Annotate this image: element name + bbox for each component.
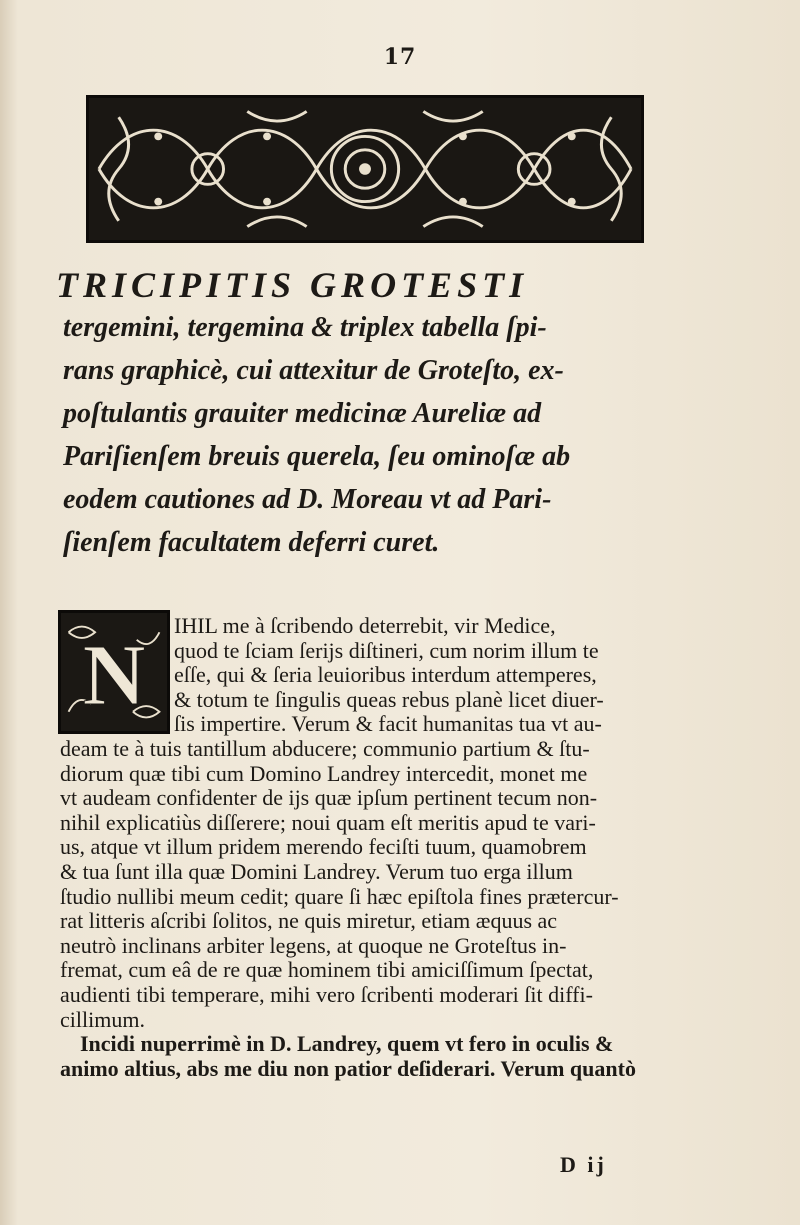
subtitle-line: poſtulantis grauiter medicinæ Aureliæ ad: [63, 398, 542, 429]
body-line: neutrò inclinans arbiter legens, at quoque ne Groteſtus in-: [60, 932, 567, 958]
body-line: nihil explicatiùs diſſerere; noui quam eſt meritis apud te vari-: [60, 809, 596, 835]
initial-letter: N: [82, 626, 146, 724]
body-line: fremat, cum eâ de re quæ hominem tibi amiciſſimum ſpectat,: [60, 957, 594, 983]
catchword-signature: D ij: [560, 1152, 607, 1177]
body-line: Incidi nuperrimè in D. Landrey, quem vt fero in oculis &: [80, 1031, 614, 1057]
body-line: us, atque vt illum pridem merendo feciſti tuum, quamobrem: [60, 834, 587, 860]
body-line: & totum te ſingulis queas rebus planè licet diuer-: [174, 686, 604, 712]
body-line: ſtudio nullibi meum cedit; quare ſi hæc epiſtola fines prætercur-: [60, 883, 619, 909]
body-line: diorum quæ tibi cum Domino Landrey intercedit, monet me: [60, 760, 588, 786]
body-line: animo altius, abs me diu non patior deſiderari. Verum quantò: [60, 1055, 636, 1081]
body-line: rat litteris aſcribi ſolitos, ne quis miretur, etiam æquus ac: [60, 908, 558, 934]
headpiece-ornament-icon: [89, 98, 641, 240]
subtitle-line: rans graphicè, cui attexitur de Groteſto, ex-: [63, 355, 564, 386]
subtitle-line: eodem cautiones ad D. Moreau vt ad Pari-: [63, 484, 552, 515]
subtitle-line: tergemini, tergemina & triplex tabella ſpi-: [63, 312, 547, 343]
ornamental-headpiece: [86, 95, 644, 243]
body-text: [60, 614, 750, 1081]
subtitle: [63, 306, 753, 564]
body-line: cillimum.: [60, 1006, 145, 1032]
body-line: deam te à tuis tantillum abducere; communio partium & ſtu-: [60, 735, 590, 761]
subtitle-line: Pariſienſem breuis querela, ſeu ominoſæ ab: [63, 441, 571, 472]
body-line: quod te ſciam ſerijs diſtineri, cum norim illum te: [174, 637, 599, 663]
body-line: eſſe, qui & ſeria leuioribus interdum attemperes,: [174, 662, 597, 688]
body-line: & tua ſunt illa quæ Domini Landrey. Verum tuo erga illum: [60, 858, 573, 884]
body-line: ſis impertire. Verum & facit humanitas tua vt au-: [174, 711, 602, 737]
body-line: audienti tibi temperare, mihi vero ſcribenti moderari ſit diffi-: [60, 981, 593, 1007]
page-title: TRICIPITIS GROTESTI: [56, 265, 529, 305]
subtitle-line: ſienſem facultatem deferri curet.: [63, 527, 440, 558]
page-number: 17: [383, 44, 417, 70]
body-line: vt audeam confidenter de ijs quæ ipſum pertinent tecum non-: [60, 785, 598, 811]
body-line: IHIL me à ſcribendo deterrebit, vir Medice,: [174, 613, 556, 638]
